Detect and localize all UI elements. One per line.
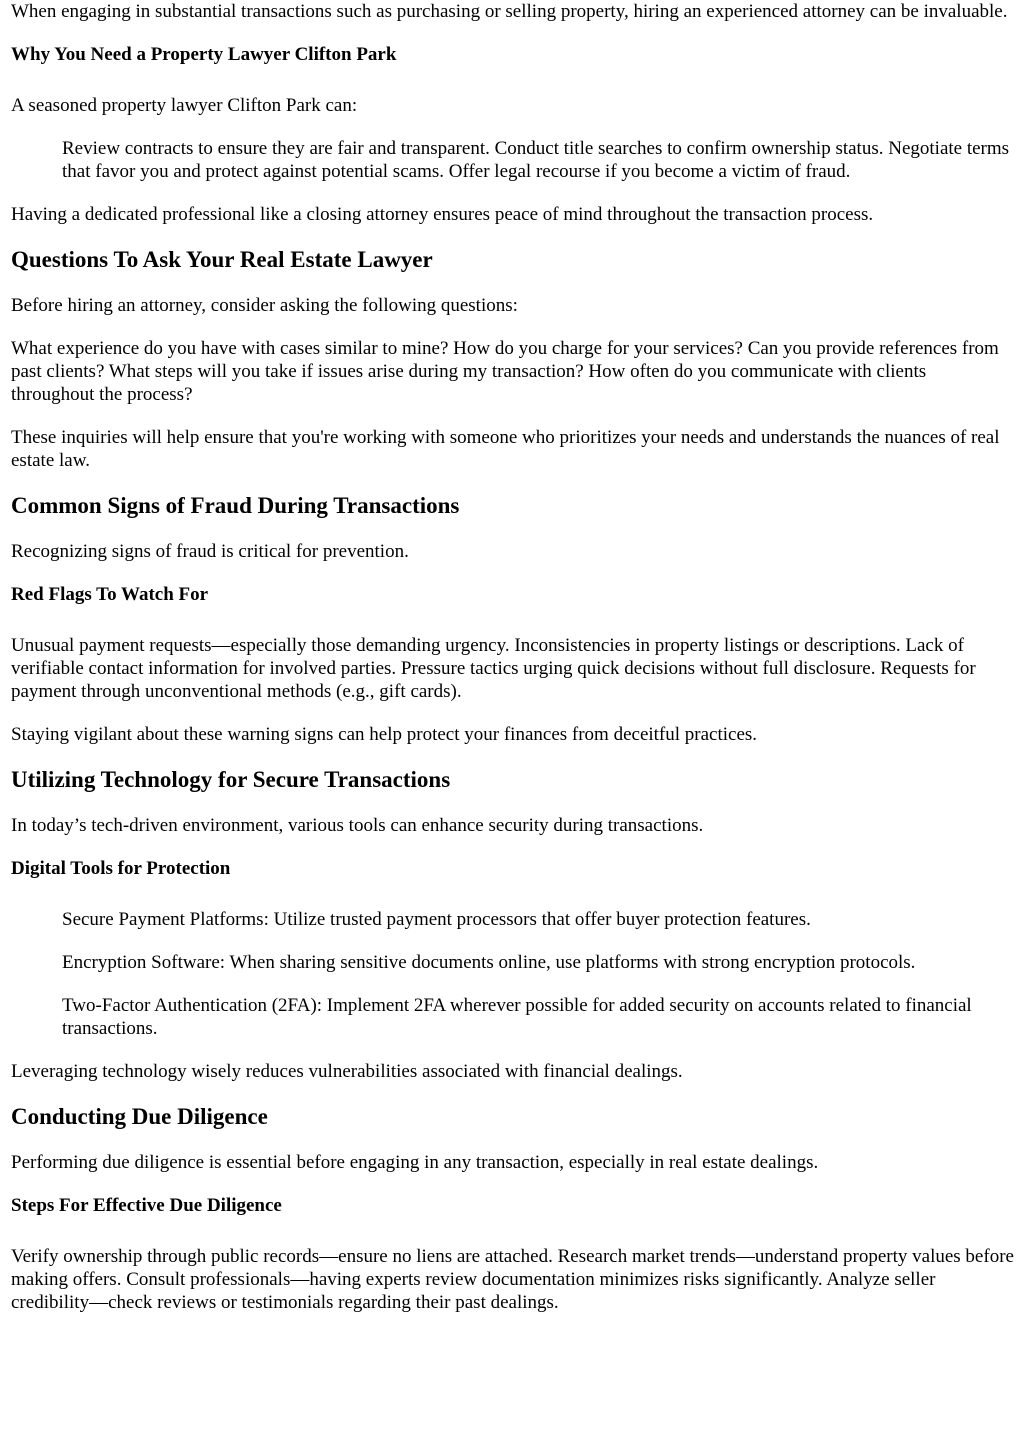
section-closing-paragraph: Staying vigilant about these warning signs can help protect your finances from deceitful practices. [11,724,758,745]
section-closing-paragraph: Leveraging technology wisely reduces vulnerabilities associated with financial dealings. [11,1061,683,1082]
section-lead-paragraph: Performing due diligence is essential before engaging in any transaction, especially in real estate dealings. [11,1152,819,1173]
digital-tool-item: Two-Factor Authentication (2FA): Implement 2FA wherever possible for added security on accounts related to financial transactions. [62,995,972,1039]
subheading-red-flags: Red Flags To Watch For [11,584,209,605]
digital-tool-item: Secure Payment Platforms: Utilize trusted payment processors that offer buyer protection features. [62,909,811,930]
section-lead-paragraph: Before hiring an attorney, consider asking the following questions: [11,295,518,316]
section-lead-paragraph: A seasoned property lawyer Clifton Park can: [11,95,358,116]
red-flags-list: Unusual payment requests—especially those demanding urgency. Inconsistencies in property listings or descriptions. Lack of verifiable contact information for involved parties. Pressure tactics urging quick decisions without full disclosure. Requests for payment through unconventional methods (e.g., gift cards). [11,635,976,702]
section-lead-paragraph: Recognizing signs of fraud is critical for prevention. [11,541,409,562]
section-heading-fraud-signs: Common Signs of Fraud During Transactions [11,493,460,518]
section-heading-technology: Utilizing Technology for Secure Transactions [11,767,451,792]
intro-paragraph: When engaging in substantial transactions such as purchasing or selling property, hiring an experienced attorney can be invaluable. [11,1,1008,22]
section-heading-questions: Questions To Ask Your Real Estate Lawyer [11,247,433,272]
due-diligence-steps-list: Verify ownership through public records—ensure no liens are attached. Research market trends—understand property values before making offers. Consult professionals—having experts review documentation minimizes risks significantly. Analyze seller credibility—check reviews or testimonials regarding their past dealings. [11,1246,1014,1313]
section-heading-property-lawyer: Why You Need a Property Lawyer Clifton Park [11,44,397,65]
lawyer-services-list: Review contracts to ensure they are fair and transparent. Conduct title searches to confirm ownership status. Negotiate terms that favor you and protect against potential scams. Offer legal recourse if you become a victim of fraud. [62,138,1010,182]
indented-list-block [62,908,1014,1040]
subheading-digital-tools: Digital Tools for Protection [11,858,231,879]
questions-list: What experience do you have with cases similar to mine? How do you charge for your services? Can you provide references from past clients? What steps will you take if issues arise during my transaction? How often do you communicate with clients throughout the process? [11,338,999,405]
subheading-due-diligence-steps: Steps For Effective Due Diligence [11,1195,282,1216]
section-heading-due-diligence: Conducting Due Diligence [11,1104,268,1129]
indented-list-block [62,137,1014,183]
section-closing-paragraph: These inquiries will help ensure that you're working with someone who prioritizes your needs and understands the nuances of real estate law. [11,427,1000,471]
section-closing-paragraph: Having a dedicated professional like a closing attorney ensures peace of mind throughout the transaction process. [11,204,874,225]
digital-tool-item: Encryption Software: When sharing sensitive documents online, use platforms with strong encryption protocols. [62,952,916,973]
section-lead-paragraph: In today’s tech-driven environment, various tools can enhance security during transactions. [11,815,704,836]
